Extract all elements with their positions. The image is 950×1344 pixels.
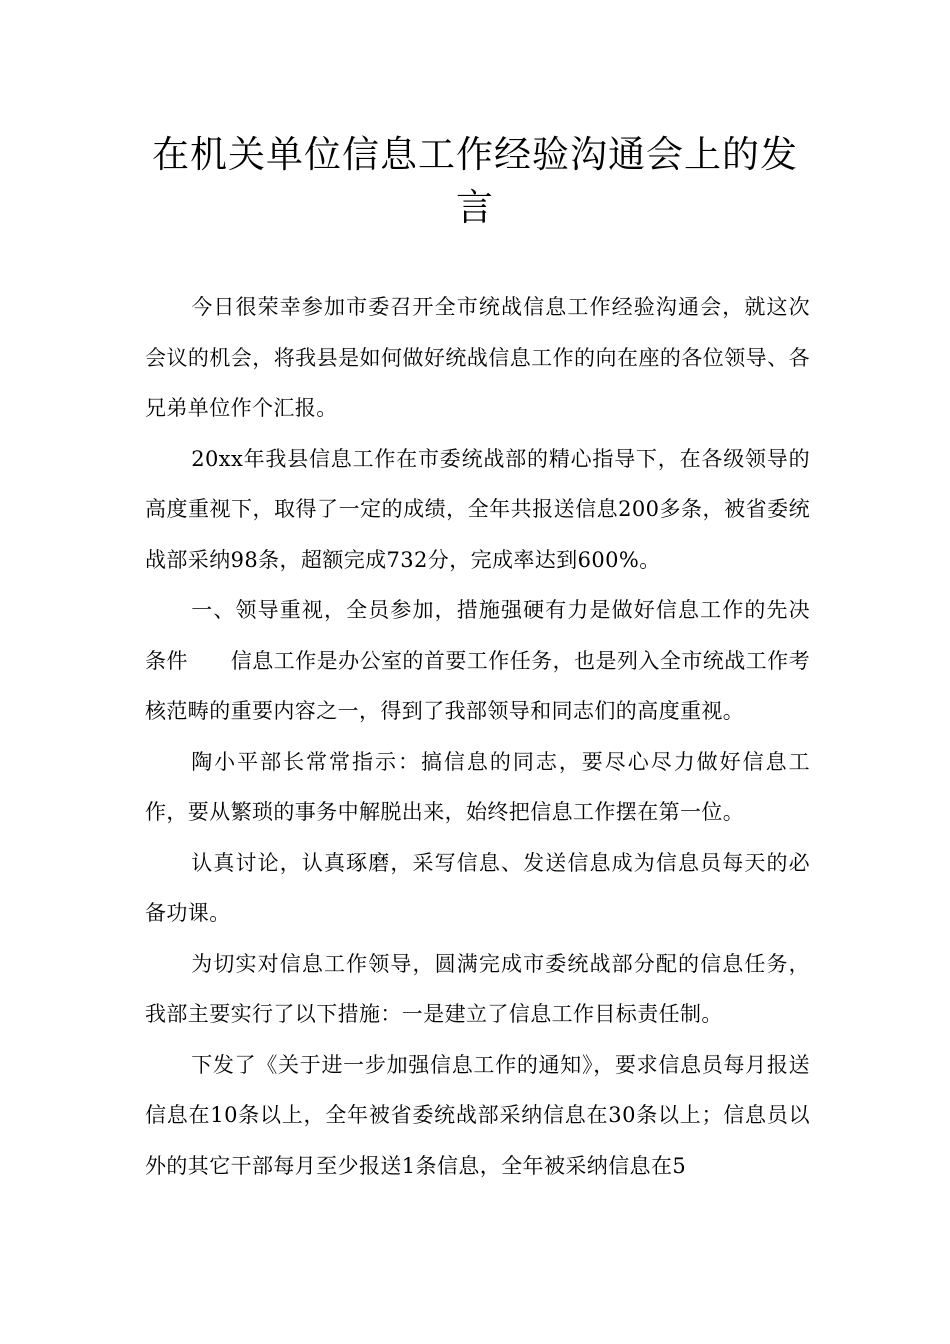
paragraph-section-one: 一、领导重视，全员参加，措施强硬有力是做好信息工作的先决条件 信息工作是办公室的首要工作任务，也是列入全市统战工作考核范畴的重要内容之一，得到了我部领导和同志们的高度重视。 — [145, 598, 810, 723]
paragraph-achievements: 20xx年我县信息工作在市委统战部的精心指导下，在各级领导的高度重视下，取得了一定的成绩，全年共报送信息200多条，被省委统战部采纳98条，超额完成732分，完成率达到600%。 — [145, 446, 810, 572]
paragraph-measures: 为切实对信息工作领导，圆满完成市委统战部分配的信息任务，我部主要实行了以下措施：一是建立了信息工作目标责任制。 — [145, 951, 810, 1026]
paragraph-notice: 下发了《关于进一步加强信息工作的通知》，要求信息员每月报送信息在10条以上，全年被省委统战部采纳信息在30条以上；信息员以外的其它干部每月至少报送1条信息，全年被采纳信息在5 — [145, 1052, 810, 1178]
document-body — [145, 282, 810, 1191]
paragraph-discussion: 认真讨论，认真琢磨，采写信息、发送信息成为信息员每天的必备功课。 — [145, 850, 810, 925]
document-title: 在机关单位信息工作经验沟通会上的发言 — [152, 133, 798, 229]
paragraph-intro: 今日很荣幸参加市委召开全市统战信息工作经验沟通会，就这次会议的机会，将我县是如何做好统战信息工作的向在座的各位领导、各兄弟单位作个汇报。 — [145, 295, 810, 420]
paragraph-instruction: 陶小平部长常常指示：搞信息的同志，要尽心尽力做好信息工作，要从繁琐的事务中解脱出来，始终把信息工作摆在第一位。 — [145, 749, 810, 824]
